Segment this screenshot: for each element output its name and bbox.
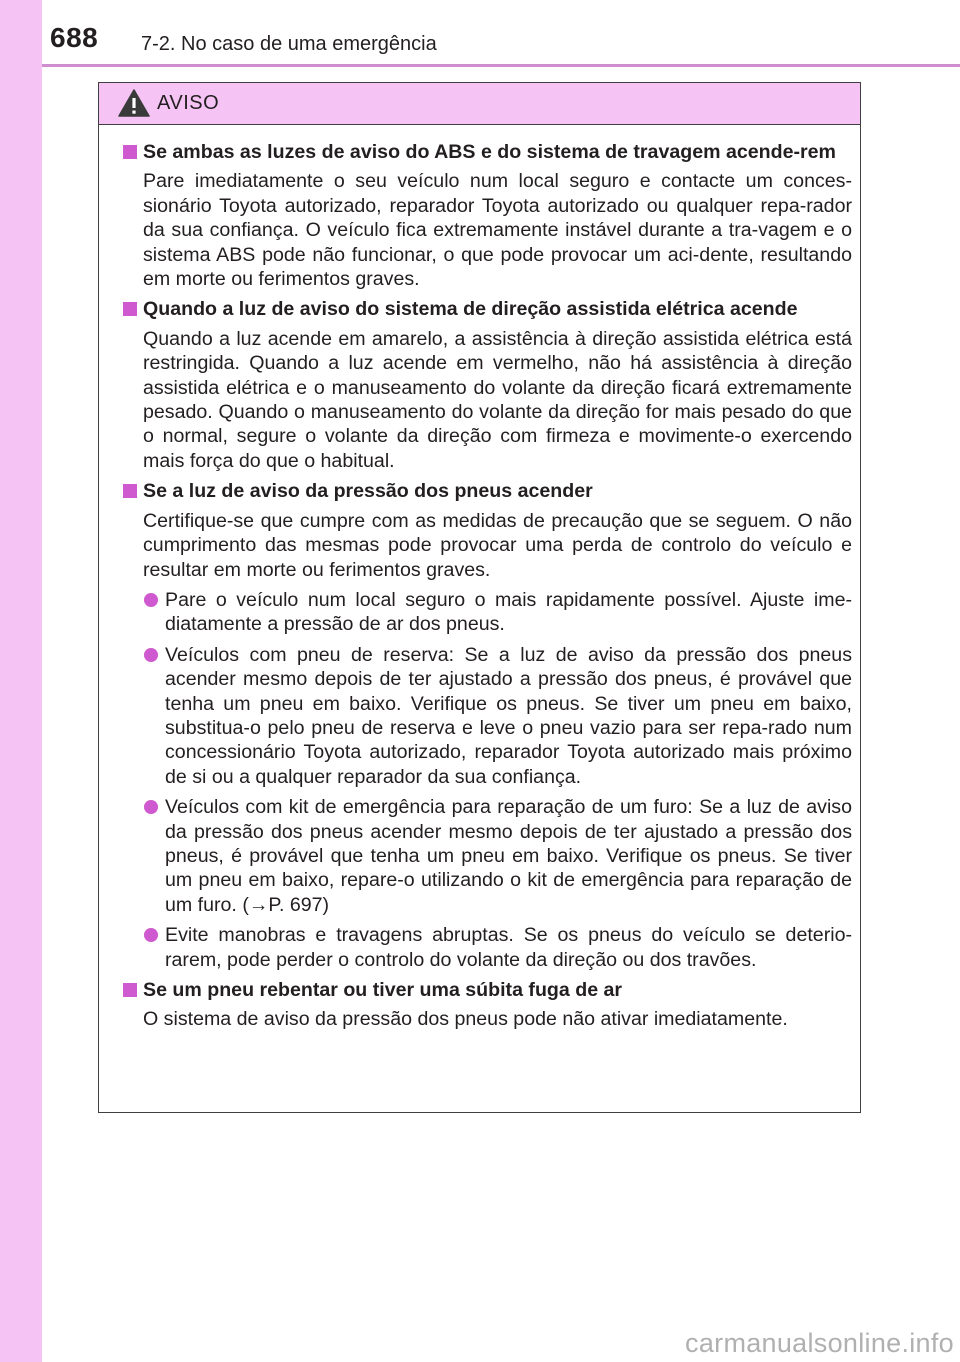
side-color-strip (0, 0, 42, 1362)
bullet-text: Veículos com kit de emergência para reparação de um furo: Se a luz de aviso da pressão dos pneus acender mesmo depois de ter ajustado a pressão dos pneus, é provável que tenha um pneu em baixo. Verifique os pneus. Se tiver um pneu em baixo, repare-o utilizando o kit de emergência para reparação de um furo. (→P. 697) (165, 796, 852, 916)
section-heading (123, 479, 852, 503)
bullet-item (123, 795, 852, 917)
section-heading (123, 978, 852, 1002)
bullet-text: Pare o veículo num local seguro o mais rapidamente possível. Ajuste ime-diatamente a pressão de ar dos pneus. (165, 588, 852, 636)
page-number: 688 (50, 22, 99, 53)
round-bullet-icon (144, 800, 158, 814)
heading-text: Quando a luz de aviso do sistema de direção assistida elétrica acende (143, 298, 798, 321)
round-bullet-icon (144, 593, 158, 607)
square-bullet-icon (123, 145, 137, 159)
warning-label: AVISO (157, 92, 220, 114)
warning-box (98, 82, 861, 1113)
watermark: carmanualsonline.info (685, 1328, 954, 1358)
heading-text: Se ambas as luzes de aviso do ABS e do sistema de travagem acende-rem (143, 141, 836, 163)
section-paragraph: Pare imediatamente o seu veículo num local seguro e contacte um conces-sionário Toyota autorizado, reparador Toyota autorizado ou qualquer repa-rador da sua confiança. O veículo fica extremamente instável durante a tra-vagem e o sistema ABS pode não funcionar, o que pode provocar um aci-dente, resultando em morte ou ferimentos graves. (143, 170, 852, 291)
section-title: 7-2. No caso de uma emergência (141, 33, 437, 55)
bullet-item (123, 923, 852, 972)
round-bullet-icon (144, 928, 158, 942)
heading-text: Se a luz de aviso da pressão dos pneus acender (143, 480, 593, 503)
header-divider (42, 64, 960, 67)
square-bullet-icon (123, 983, 137, 997)
bullet-item (123, 643, 852, 789)
section-heading (123, 140, 852, 164)
square-bullet-icon (123, 302, 137, 316)
bullet-text: Veículos com pneu de reserva: Se a luz de aviso da pressão dos pneus acender mesmo depois de ter ajustado a pressão dos pneus, é provável que tenha um pneu em baixo. Verifique os pneus. Se tiver um pneu em baixo, substitua-o pelo pneu de reserva e leve o pneu vazio para ser repa-rado num concessionário Toyota autorizado, reparador Toyota autorizado mais próximo de si ou a qualquer reparador da sua confiança. (165, 643, 852, 788)
warning-body (99, 124, 860, 1038)
heading-text: Se um pneu rebentar ou tiver uma súbita fuga de ar (143, 979, 623, 1001)
bullet-item (123, 588, 852, 637)
section-heading (123, 297, 852, 321)
warning-header (99, 83, 860, 125)
bullet-text: Evite manobras e travagens abruptas. Se os pneus do veículo se deterio-rarem, pode perder o controlo do volante da direção ou dos travões. (165, 924, 852, 971)
round-bullet-icon (144, 648, 158, 662)
square-bullet-icon (123, 484, 137, 498)
section-paragraph: Quando a luz acende em amarelo, a assistência à direção assistida elétrica está restringida. Quando a luz acende em vermelho, não há assistência à direção assistida elétrica e o manuseamento do volante da direção ficará extremamente pesado. Quando o manuseamento do volante da direção for mais pesado do que o normal, segure o volante da direção com firmeza e movimente-o exercendo mais força do que o habitual. (143, 327, 852, 472)
section-paragraph: O sistema de aviso da pressão dos pneus pode não ativar imediatamente. (143, 1008, 788, 1031)
section-paragraph: Certifique-se que cumpre com as medidas de precaução que se seguem. O não cumprimento das mesmas pode provocar uma perda de controlo do veículo e resultar em morte ou ferimentos graves. (143, 509, 852, 581)
warning-triangle-icon (118, 89, 150, 117)
